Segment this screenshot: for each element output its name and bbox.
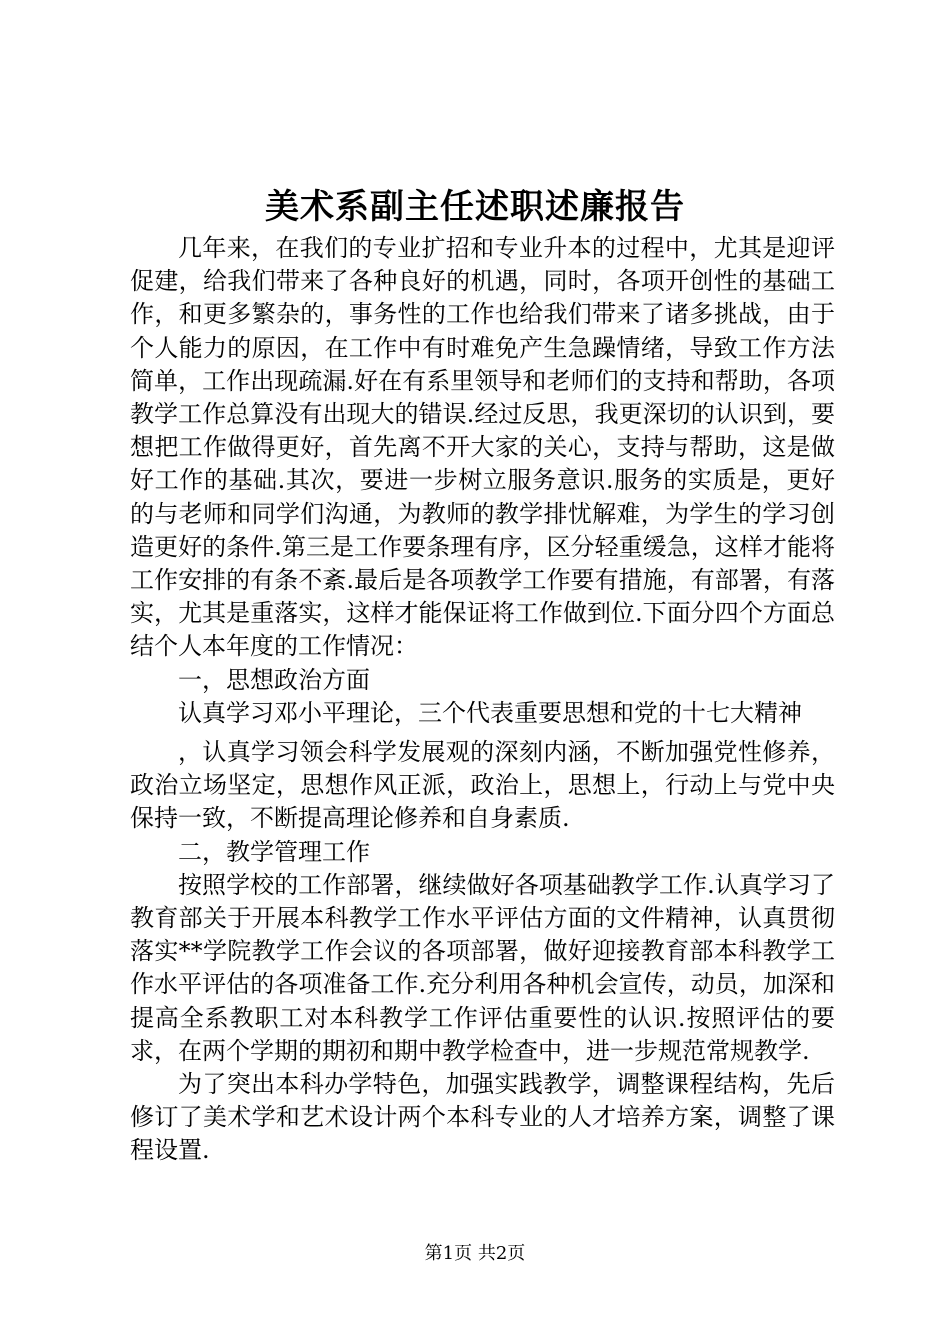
section-heading-political: 一，思想政治方面 (178, 665, 370, 694)
paragraph-political-study: 认真学习邓小平理论，三个代表重要思想和党的十七大精神 (178, 698, 802, 727)
paragraph-curriculum: 为了突出本科办学特色，加强实践教学，调整课程结构，先后修订了美术学和艺术设计两个本科专业的人才培养方案，调整了课程设置. (130, 1070, 835, 1165)
page-number-footer: 第1页 共2页 (424, 1243, 526, 1264)
document-title: 美术系副主任述职述廉报告 (265, 187, 685, 227)
paragraph-teaching-work: 按照学校的工作部署，继续做好各项基础教学工作.认真学习了教育部关于开展本科教学工作水平评估方面的文件精神，认真贯彻落实**学院教学工作会议的各项部署，做好迎接教育部本科教学工作水平评估的各项准备工作.充分利用各种机会宣传，动员，加深和提高全系教职工对本科教学工作评估重要性的认识.按照评估的要求，在两个学期的期初和期中教学检查中，进一步规范常规教学. (130, 870, 835, 1065)
document-body (130, 232, 835, 1168)
section-heading-teaching: 二，教学管理工作 (178, 837, 370, 866)
paragraph-intro: 几年来，在我们的专业扩招和专业升本的过程中，尤其是迎评促建，给我们带来了各种良好的机遇，同时，各项开创性的基础工作，和更多繁杂的，事务性的工作也给我们带来了诸多挑战，由于个人能力的原因，在工作中有时难免产生急躁情绪，导致工作方法简单，工作出现疏漏.好在有系里领导和老师们的支持和帮助，各项教学工作总算没有出现大的错误.经过反思，我更深切的认识到，要想把工作做得更好，首先离不开大家的关心，支持与帮助，这是做好工作的基础.其次，要进一步树立服务意识.服务的实质是，更好的与老师和同学们沟通，为教师的教学排忧解难，为学生的学习创造更好的条件.第三是工作要条理有序，区分轻重缓急，这样才能将工作安排的有条不紊.最后是各项教学工作要有措施，有部署，有落实，尤其是重落实，这样才能保证将工作做到位.下面分四个方面总结个人本年度的工作情况： (130, 234, 835, 661)
paragraph-political-detail: ，认真学习领会科学发展观的深刻内涵，不断加强党性修养，政治立场坚定，思想作风正派，政治上，思想上，行动上与党中央保持一致，不断提高理论修养和自身素质. (130, 738, 835, 833)
